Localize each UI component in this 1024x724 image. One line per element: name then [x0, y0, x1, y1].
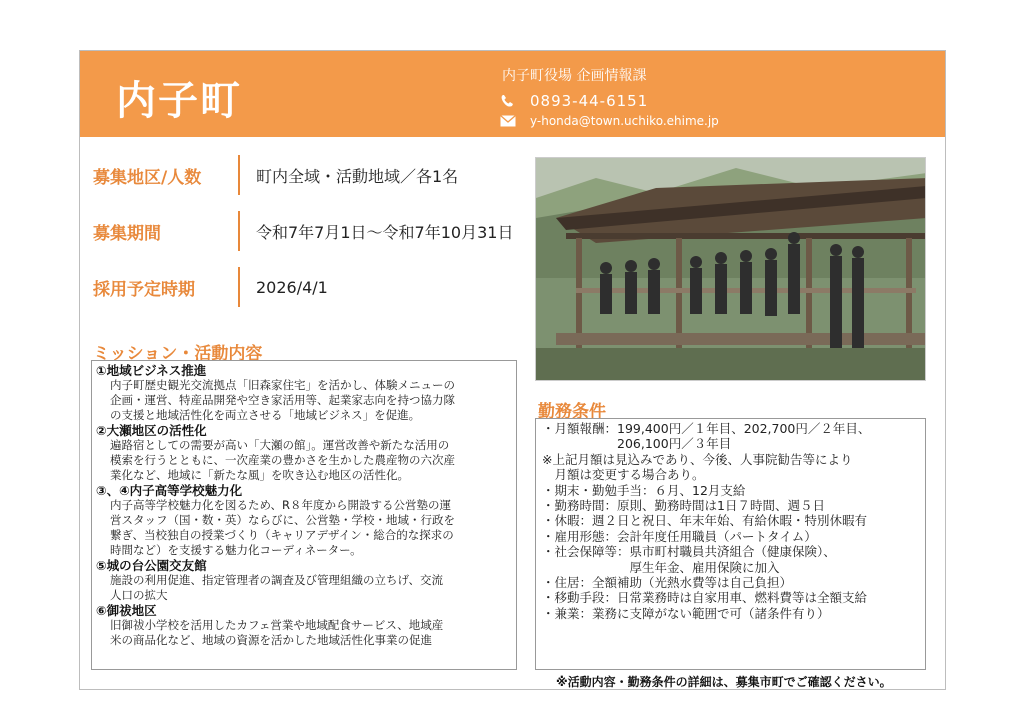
- town-name: 内子町: [116, 78, 242, 124]
- mission-text: 内子高等学校魅力化を図るため、R８年度から開設する公営塾の運: [110, 498, 452, 512]
- period-label: 募集期間: [93, 223, 161, 244]
- mission-item: [96, 558, 508, 603]
- mission-text: の支援と地域活性化を両立させる「地域ビジネス」を促進。: [110, 408, 421, 422]
- work-condition-line: ・雇用形態：会計年度任用職員（パートタイム）: [542, 528, 817, 544]
- mission-heading: ②大瀬地区の活性化: [96, 423, 207, 438]
- mission-text: 企画・運営、特産品開発や空き家活用等、起業家志向を持つ協力隊: [110, 393, 455, 407]
- work-condition-line: ・社会保障等：県市町村職員共済組合（健康保険）、: [542, 544, 836, 560]
- mail-icon: [500, 115, 516, 127]
- work-condition-line: ・兼業：業務に支障がない範囲で可（諸条件有り）: [542, 605, 830, 621]
- work-condition-line: 厚生年金、雇用保険に加入: [542, 559, 780, 575]
- work-condition-line: ・勤務時間：原則、勤務時間は1日７時間、週５日: [542, 498, 825, 514]
- info-row-area: [93, 155, 458, 195]
- mission-item: [96, 423, 508, 483]
- mission-text: 営スタッフ（国・数・英）ならびに、公営塾・学校・地域・行政を: [110, 513, 455, 527]
- mission-text: 旧御祓小学校を活用したカフェ営業や地域配食サービス、地域産: [110, 618, 444, 632]
- footnote: ※活動内容・勤務条件の詳細は、募集市町でご確認ください。: [556, 675, 892, 689]
- mission-text: 米の商品化など、地域の資源を活かした地域活性化事業の促進: [110, 633, 432, 647]
- mission-item: [96, 603, 508, 648]
- header-banner: [80, 51, 945, 137]
- mission-item: [96, 483, 508, 558]
- mission-heading: ①地域ビジネス推進: [96, 363, 207, 378]
- hire-value: 2026/4/1: [256, 277, 328, 297]
- work-condition-line: ・月額報酬：199,400円／１年目、202,700円／２年目、: [542, 421, 871, 436]
- mission-box: [91, 360, 517, 670]
- mission-heading: ③、④内子高等学校魅力化: [96, 483, 243, 498]
- work-condition-line: 206,100円／３年目: [542, 436, 732, 452]
- area-value: 町内全域・活動地域／各1名: [256, 166, 459, 186]
- work-condition-line: ※上記月額は見込みであり、今後、人事院勧告等により: [542, 451, 853, 467]
- work-title: 勤務条件: [538, 402, 606, 422]
- period-value: 令和7年7月1日～令和7年10月31日: [256, 222, 514, 242]
- area-label: 募集地区/人数: [93, 167, 202, 188]
- mission-text: 時間など）を支援する魅力化コーディネーター。: [110, 543, 362, 557]
- group-photo: [535, 157, 926, 381]
- mission-heading: ⑤城の台公園交友館: [96, 558, 207, 573]
- mission-title: ミッション・活動内容: [93, 344, 263, 364]
- contact-block: [500, 65, 719, 131]
- mission-item: [96, 363, 508, 423]
- work-condition-line: ・移動手段：日常業務時は自家用車、燃料費等は全額支給: [542, 590, 868, 606]
- work-condition-line: ・住居：全額補助（光熱水費等は自己負担）: [542, 575, 793, 591]
- divider: [238, 267, 240, 307]
- email-address: y-honda@town.uchiko.ehime.jp: [530, 114, 719, 128]
- info-row-period: [93, 211, 513, 251]
- mission-heading: ⑥御祓地区: [96, 603, 157, 618]
- phone-number: 0893-44-6151: [530, 92, 649, 110]
- hire-label: 採用予定時期: [93, 279, 195, 300]
- work-condition-line: ・期末・勤勉手当：６月、12月支給: [542, 482, 746, 498]
- mission-text: 繋ぎ、当校独自の授業づくり（キャリアデザイン・総合的な探求の: [110, 528, 454, 542]
- work-box: [535, 418, 926, 670]
- mission-text: 模索を行うとともに、一次産業の豊かさを生かした農産物の六次産: [110, 453, 455, 467]
- mission-text: 人口の拡大: [110, 588, 168, 602]
- mission-text: 遍路宿としての需要が高い「大瀬の館」。運営改善や新たな活用の: [110, 438, 450, 452]
- mission-text: 施設の利用促進、指定管理者の調査及び管理組織の立ちげ、交流: [110, 573, 444, 587]
- divider: [238, 211, 240, 251]
- office-name: 内子町役場 企画情報課: [502, 68, 647, 84]
- work-condition-line: ・休暇：週２日と祝日、年末年始、有給休暇・特別休暇有: [542, 513, 868, 529]
- work-condition-line: 月額は変更する場合あり。: [542, 467, 705, 483]
- phone-icon: [500, 94, 516, 108]
- info-row-hire: [93, 267, 328, 307]
- mission-text: 業化など、地域に「新たな風」を吹き込む地区の活性化。: [110, 468, 409, 482]
- mission-text: 内子町歴史観光交流拠点「旧森家住宅」を活かし、体験メニューの: [110, 378, 455, 392]
- divider: [238, 155, 240, 195]
